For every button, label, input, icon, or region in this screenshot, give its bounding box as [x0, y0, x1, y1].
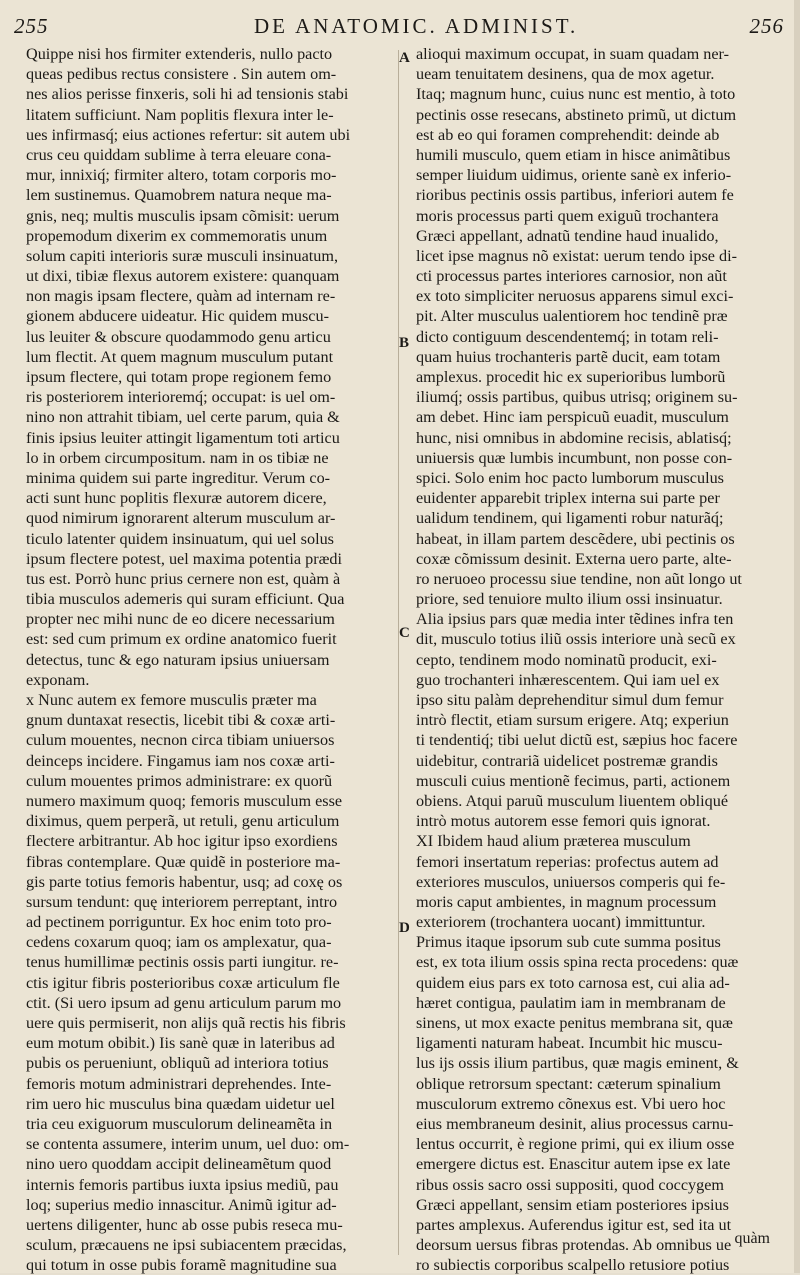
text-line: Græci appellant, adnatũ tendine haud inualido, — [416, 226, 719, 245]
text-line: partes amplexus. Auferendus igitur est, sed ita ut — [416, 1215, 732, 1234]
text-line: est, ex tota ilium ossis spina recta procedens: quæ — [416, 953, 739, 972]
margin-note-b: B — [399, 335, 410, 351]
text-line: moris processus parti quem exiguũ trochantera — [416, 206, 719, 225]
text-line: eius membraneum desinit, alius processus carnu- — [416, 1114, 734, 1133]
page-header — [14, 14, 784, 42]
right-text-column — [416, 44, 788, 1275]
text-line: ris posteriorem interioremq́; occupat: is uel om- — [26, 388, 336, 407]
text-line: est ab eo qui foramen comprehendit: deinde ab — [416, 125, 720, 144]
text-line: solum capiti interioris suræ musculi insinuatum, — [26, 246, 339, 265]
text-line: Græci appellant, sensim etiam posteriores ipsius — [416, 1195, 729, 1214]
text-line: oblique retrorsum spectant: cæterum spinalium — [416, 1074, 721, 1093]
text-line: XI Ibidem haud alium præterea musculum — [416, 832, 691, 851]
text-line: spici. Solo enim hoc pacto lumborum musculus — [416, 468, 724, 487]
text-line: non magis ipsam flectere, quàm ad internam re- — [26, 287, 336, 306]
text-line: alioqui maximum occupat, in suam quadam ner- — [416, 45, 730, 63]
text-line: emergere dictus est. Enascitur autem ipse ex late — [416, 1155, 731, 1174]
page-number-right: 256 — [749, 14, 784, 38]
text-line: Primus itaque ipsorum sub cute summa positus — [416, 933, 721, 952]
text-line: musculi cuius mentionẽ fecimus, parti, actionem — [416, 771, 731, 790]
column-divider — [398, 50, 399, 1255]
text-line: ribus ossis sacro ossi suppositi, quod coccygem — [416, 1175, 724, 1194]
text-line: propemodum dixerim ex commemoratis unum — [26, 226, 328, 245]
text-line: gionem abducere uideatur. Hic quidem muscu- — [26, 307, 329, 326]
text-line: Quippe nisi hos firmiter extenderis, nullo pacto — [26, 45, 333, 63]
text-line: licet ipse magnus nõ existat: uerum tendo ipse di- — [416, 246, 737, 265]
text-line: ueam tenuitatem desinens, qua de mox agetur. — [416, 65, 715, 84]
text-line: Itaq; magnum hunc, cuius nunc est mentio, à toto — [416, 85, 736, 104]
text-line: culum mouentes, necnon circa tibiam uniuersos — [26, 731, 335, 750]
text-line: ut dixi, tibiæ flexus autorem existere: quanquam — [26, 267, 340, 286]
text-line: sinens, ut mox exacte penitus membrana sit, quæ — [416, 1014, 733, 1032]
text-line: ticulo latenter quidem insinuatum, qui uel solus — [26, 529, 334, 548]
text-line: ctit. (Si uero ipsum ad genu articulum parum mo — [26, 993, 342, 1012]
page-number-left: 255 — [14, 14, 49, 38]
text-line: intrò flectit, etiam sursum erigere. Atq; experiun — [416, 711, 729, 730]
text-line: uertens diligenter, hunc ab osse pubis reseca mu- — [26, 1215, 343, 1234]
text-line: coxæ cõmissum desinit. Externa uero parte, alte- — [416, 549, 732, 568]
text-line: quod nimirum ignorarent alterum musculum ar- — [26, 509, 336, 528]
text-line: femori insertatum reperias: profectus autem ad — [416, 852, 719, 871]
text-line: eum motum obibit.) Iis sanè quæ in lateribus ad — [26, 1034, 335, 1053]
text-line: gnis, neq; multis musculis ipsam cõmisit: uerum — [26, 206, 340, 225]
text-line: iliumq́; ossis partibus, quibus utrisq; originem su- — [416, 388, 738, 407]
text-line: internis femoris partibus iuxta ipsius mediũ, pau — [26, 1175, 339, 1194]
text-line: qui totum in osse pubis foramẽ magnitudine sua — [26, 1256, 337, 1275]
text-line: queas pedibus rectus consistere . Sin autem om- — [26, 65, 337, 84]
text-line: exteriores musculos, uniuersos comperis qui fe- — [416, 872, 726, 891]
text-line: detectus, tunc & ego naturam ipsius uniuersam — [26, 650, 330, 669]
text-line: musculorum extremo cõnexus est. Vbi uero hoc — [416, 1094, 726, 1113]
text-line: x Nunc autem ex femore musculis præter ma — [26, 691, 317, 709]
text-line: nino non attrahit tibiam, uel certe parum, quia & — [26, 408, 340, 427]
text-line: priore, sed tenuiore multo ilium ossi insinuatur. — [416, 590, 723, 609]
text-line: fibras contemplare. Quæ quidẽ in posteriore ma- — [26, 852, 341, 871]
text-line: quidem eius pars ex toto carnosa est, cui alia ad- — [416, 973, 730, 992]
text-line: ex toto simpliciter neruosus apparens simul exci- — [416, 287, 734, 306]
page-edge — [794, 0, 800, 1273]
text-line: pit. Alter musculus ualentiorem hoc tendinẽ præ — [416, 307, 728, 326]
margin-note-d: D — [399, 920, 410, 936]
text-line: nes alios perisse finxeris, soli hi ad tensionis stabi — [26, 85, 349, 104]
running-title: DE ANATOMIC. ADMINIST. — [254, 14, 579, 38]
text-line: habeat, in illam partem descẽdere, ubi pectinis os — [416, 529, 735, 548]
text-line: humili musculo, quem etiam in hisce animãtibus — [416, 145, 731, 164]
text-line: uere quis permiserit, non alijs quã rectis his fibris — [26, 1014, 346, 1032]
text-line: guo trochanteri inhærescentem. Qui iam uel ex — [416, 670, 720, 689]
text-line: tus est. Porrò hunc prius cernere non est, quàm à — [26, 569, 341, 588]
text-line: diximus, quem perperã, ut retuli, genu articulum — [26, 812, 340, 831]
text-line: amplexus. procedit hic ex superioribus lumborũ — [416, 368, 726, 386]
left-text-column — [26, 44, 396, 1275]
text-line: moris caput ambientes, in magnum processum — [416, 892, 717, 911]
text-line: litatem sufficiunt. Nam poplitis flexura inter le- — [26, 105, 334, 124]
text-line: dicto contiguum descendentemq́; in totam reli- — [416, 327, 719, 346]
text-line: sculum, præcauens ne ipsi subiacentem præcidas, — [26, 1236, 347, 1255]
text-line: obiens. Atqui paruũ musculum liuentem obliqué — [416, 791, 729, 810]
text-line: sursum tendunt: quę interiorem perreptant, intro — [26, 892, 338, 911]
text-line: tibia musculos ademeris qui suram efficiunt. Qua — [26, 590, 345, 609]
text-line: lentus occurrit, è regione primi, qui ex ilium osse — [416, 1135, 735, 1154]
text-line: hunc, nisi omnibus in abdomine recisis, ablatisq́; — [416, 428, 732, 447]
text-line: cti processus partes interiores carnosior, non aũt — [416, 267, 727, 286]
text-line: numero maximum quoq; femoris musculum esse — [26, 791, 343, 810]
margin-note-a: A — [399, 50, 410, 66]
text-line: ipsum flectere potest, uel maxima potentia prædi — [26, 549, 343, 568]
text-line: lus leuiter & obscure quodammodo genu articu — [26, 327, 331, 346]
text-line: est: sed cum primum ex ordine anatomico fuerit — [26, 630, 337, 649]
text-line: se contenta assumere, interim unum, uel duo: om- — [26, 1135, 350, 1154]
text-line: am debet. Hinc iam perspicuũ euadit, musculum — [416, 408, 729, 427]
text-line: gis parte totius femoris habentur, usq; ad coxę os — [26, 872, 343, 891]
text-line: uniuersis quæ lumbis incumbunt, non posse con- — [416, 448, 733, 467]
text-line: quam huius trochanteris partẽ ducit, eam totam — [416, 347, 721, 366]
text-line: rioribus pectinis ossis partibus, inferiori autem fe — [416, 186, 734, 205]
text-line: ro subiectis corporibus scalpello retusiore potius — [416, 1256, 730, 1275]
text-line: ualidum tendinem, qui ligamenti robur naturãq́; — [416, 509, 724, 528]
text-line: lem sustinemus. Quamobrem natura neque ma- — [26, 186, 332, 205]
text-line: gnum duntaxat resectis, licebit tibi & coxæ arti- — [26, 711, 336, 730]
text-line: ipsum flectere, qui totam prope regionem femo — [26, 368, 332, 386]
catchword: quàm — [734, 1230, 770, 1247]
text-line: crus ceu quiddam sublime à terra eleuare cona- — [26, 145, 332, 164]
text-line: euidenter apparebit triplex interna sui parte per — [416, 489, 720, 508]
text-line: hæret contigua, paulatim iam in membranam de — [416, 993, 726, 1012]
text-line: intrò motus autorem esse femori quis ignorat. — [416, 812, 711, 831]
text-line: culum mouentes primos administrare: ex quorũ — [26, 771, 333, 790]
text-line: deinceps incidere. Fingamus iam nos coxæ arti- — [26, 751, 335, 770]
text-line: finis ipsius leuiter attingit ligamentum toti articu — [26, 428, 340, 447]
text-line: tenus humillimæ pectinis ossis parti iungitur. re- — [26, 953, 339, 972]
text-line: Alia ipsius pars quæ media inter tẽdines infra ten — [416, 610, 734, 629]
text-line: ligamenti naturam habeat. Incumbit hic muscu- — [416, 1034, 723, 1053]
text-line: pectinis osse resecans, abstineto primũ, ut dictum — [416, 105, 737, 124]
text-line: tria ceu exiguorum musculorum delineamẽta in — [26, 1114, 333, 1133]
text-line: lo in orbem circumpositum. nam in os tibiæ ne — [26, 448, 329, 467]
text-line: exponam. — [26, 670, 90, 689]
text-line: propter nec mihi nunc de eo dicere necessarium — [26, 610, 335, 629]
text-line: ro neruoeo processu siue tendine, non aũt longo ut — [416, 569, 742, 588]
text-line: femoris motum administrari deprehendes. Inte- — [26, 1074, 332, 1093]
text-line: ues infirmasq́; eius actiones refertur: sit autem ubi — [26, 125, 351, 144]
text-line: lus ijs ossis ilium partibus, quæ magis eminent, & — [416, 1054, 739, 1073]
text-line: rim uero hic musculus bina quædam uidetur uel — [26, 1094, 335, 1113]
text-line: uidebitur, contrariã uidelicet postremæ grandis — [416, 751, 718, 770]
text-line: exteriorem (trochantera uocant) immittuntur. — [416, 913, 706, 932]
text-line: ad pectinem porriguntur. Ex hoc enim toto pro- — [26, 913, 332, 932]
text-line: ctis igitur fibris posterioribus coxæ articulum fle — [26, 973, 340, 992]
text-line: lum flectit. At quem magnum musculum putant — [26, 347, 334, 366]
text-line: cepto, tendinem modo nominatũ producit, exi- — [416, 650, 717, 669]
text-line: deorsum uersus fibras protendas. Ab omnibus ue — [416, 1236, 732, 1255]
text-line: acti sunt hunc poplitis flexuræ autorem dicere, — [26, 489, 327, 508]
text-line: flectere arbitrantur. Ab hoc igitur ipso exordiens — [26, 832, 338, 851]
text-line: cedens coxarum quoq; iam os amplexatur, qua- — [26, 933, 332, 952]
text-line: loq; superius medio innascitur. Animũ igitur ad- — [26, 1195, 337, 1214]
text-line: ti tendentiq́; tibi uelut dictũ est, sæpius hoc facere — [416, 731, 738, 750]
text-line: mur, innixiq́; firmiter altero, totam corporis mo- — [26, 166, 337, 185]
margin-note-c: C — [399, 625, 410, 641]
text-line: semper liuidum uidimus, oriente sanè ex inferio- — [416, 166, 732, 185]
text-line: dit, musculo totius iliũ ossis interiore unà secũ ex — [416, 630, 736, 649]
text-line: pubis os perueniunt, obliquũ ad interiora totius — [26, 1054, 329, 1073]
text-line: minima quidem sui parte ingreditur. Verum co- — [26, 468, 331, 487]
text-line: nino uero quoddam accipit delineamẽtum quod — [26, 1155, 332, 1174]
text-line: ipso situ palàm deprehenditur simul dum femur — [416, 691, 724, 709]
